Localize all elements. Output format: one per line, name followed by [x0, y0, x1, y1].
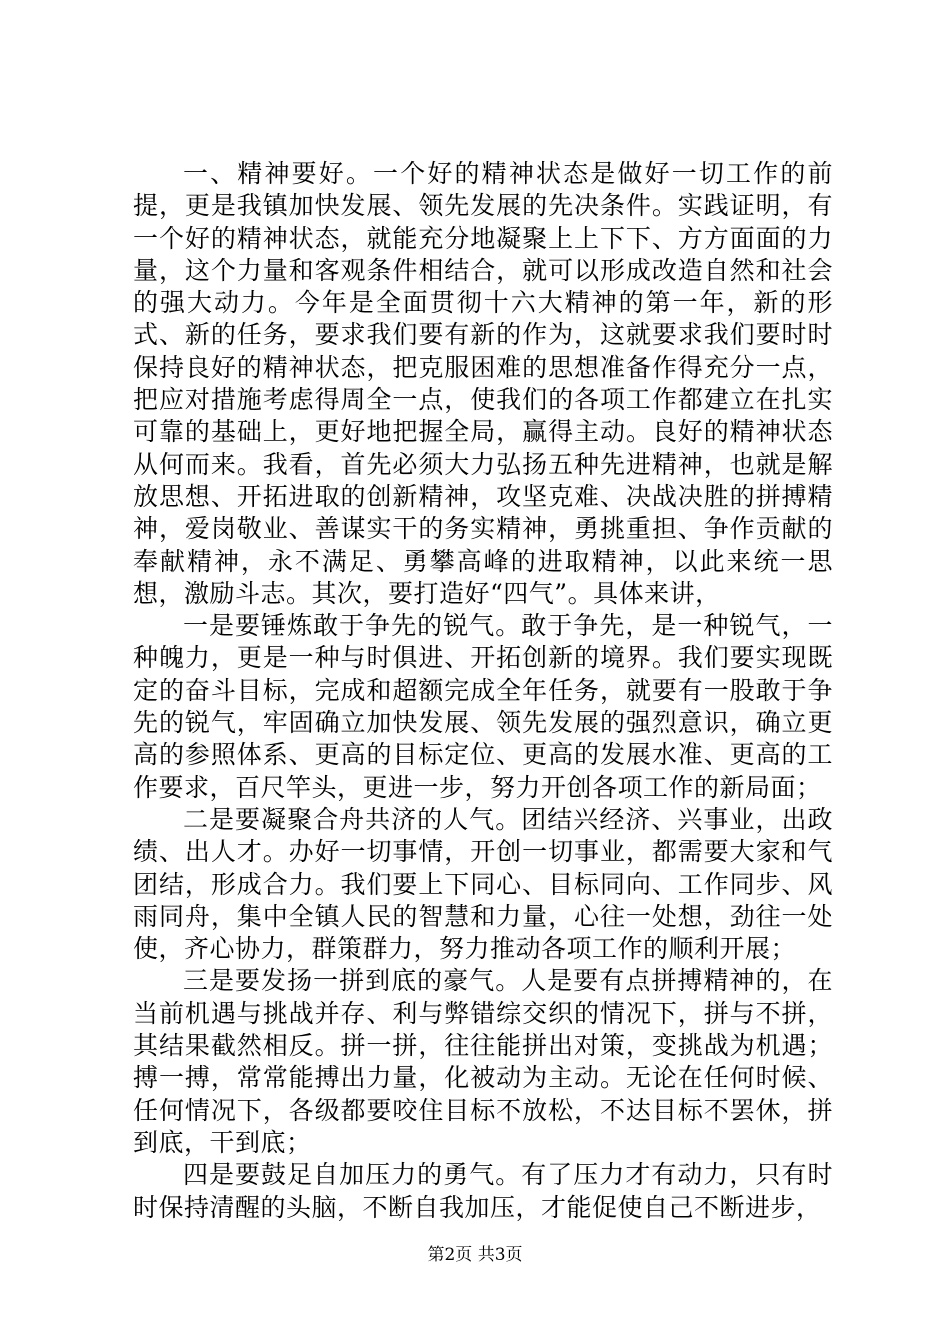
paragraph-boldness: 三是要发扬一拼到底的豪气。人是要有点拼搏精神的，在当前机遇与挑战并存、利与弊错综交织的情况下，拼与不拼，其结果截然相反。拼一拼，往往能拼出对策，变挑战为机遇；搏一搏，常常能搏出力量，化被动为主动。无论在任何时候、任何情况下，各级都要咬住目标不放松，不达目标不罢休，拼到底，干到底；	[133, 966, 833, 1157]
page-number-footer: 第2页 共3页	[427, 1245, 523, 1265]
paragraph-sharpness: 一是要锤炼敢于争先的锐气。敢于争先，是一种锐气，一种魄力，更是一种与时俱进、开拓创新的境界。我们要实现既定的奋斗目标，完成和超额完成全年任务，就要有一股敢于争先的锐气，牢固确立加快发展、领先发展的强烈意识，确立更高的参照体系、更高的目标定位、更高的发展水准、更高的工作要求，百尺竿头，更进一步，努力开创各项工作的新局面；	[133, 611, 833, 802]
document-body	[133, 158, 833, 1224]
paragraph-courage: 四是要鼓足自加压力的勇气。有了压力才有动力，只有时时保持清醒的头脑，不断自我加压，才能促使自己不断进步，	[133, 1160, 833, 1222]
paragraph-unity: 二是要凝聚合舟共济的人气。团结兴经济、兴事业，出政绩、出人才。办好一切事情，开创一切事业，都需要大家和气团结，形成合力。我们要上下同心、目标同向、工作同步、风雨同舟，集中全镇人民的智慧和力量，心往一处想，劲往一处使，齐心协力，群策群力，努力推动各项工作的顺利开展；	[133, 804, 833, 964]
paragraph-spirit: 一、精神要好。一个好的精神状态是做好一切工作的前提，更是我镇加快发展、领先发展的先决条件。实践证明，有一个好的精神状态，就能充分地凝聚上上下下、方方面面的力量，这个力量和客观条件相结合，就可以形成改造自然和社会的强大动力。今年是全面贯彻十六大精神的第一年，新的形式、新的任务，要求我们要有新的作为，这就要求我们要时时保持良好的精神状态，把克服困难的思想准备作得充分一点，把应对措施考虑得周全一点，使我们的各项工作都建立在扎实可靠的基础上，更好地把握全局，赢得主动。良好的精神状态从何而来。我看，首先必须大力弘扬五种先进精神，也就是解放思想、开拓进取的创新精神，攻坚克难、决战决胜的拼搏精神，爱岗敬业、善谋实干的务实精神，勇挑重担、争作贡献的奉献精神，永不满足、勇攀高峰的进取精神，以此来统一思想，激励斗志。其次，要打造好“四气”。具体来讲，	[133, 159, 833, 608]
